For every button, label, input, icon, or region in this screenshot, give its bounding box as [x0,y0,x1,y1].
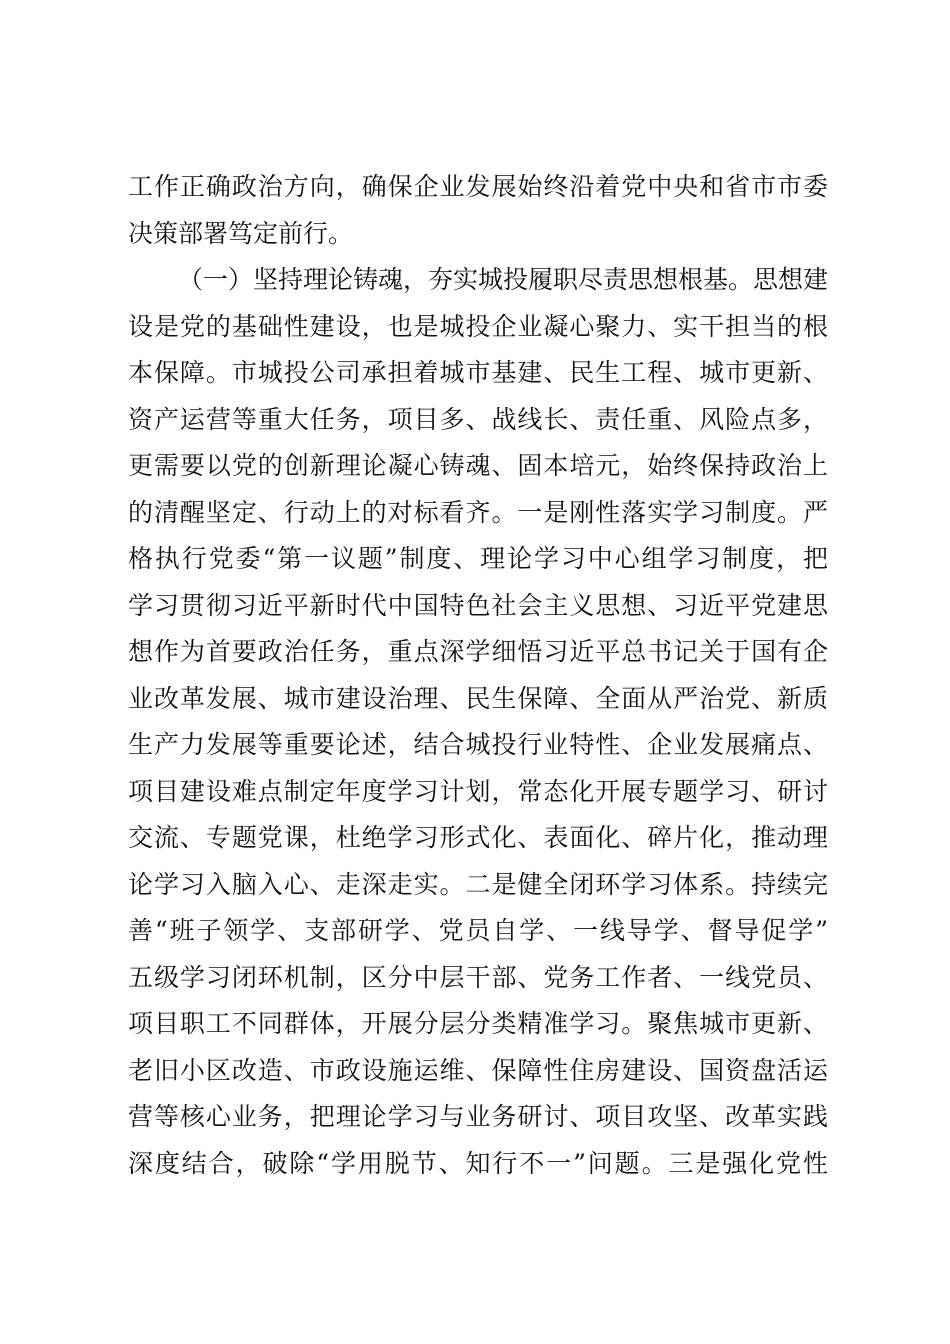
text-line: 营等核心业务，把理论学习与业务研讨、项目攻坚、改革实践 [128,1102,828,1131]
text-line: 交流、专题党课，杜绝学习形式化、表面化、碎片化，推动理 [128,823,828,852]
text-line: 设是党的基础性建设，也是城投企业凝心聚力、实干担当的根 [128,311,828,341]
text-line: 的清醒坚定、行动上的对标看齐。一是刚性落实学习制度。严 [128,497,828,527]
text-line: 论学习入脑入心、走深走实。二是健全闭环学习体系。持续完 [128,869,828,899]
paragraph-section-1 [128,257,828,1187]
text-line: 更需要以党的创新理论凝心铸魂、固本培元，始终保持政治上 [128,451,828,480]
text-line: 决策部署笃定前行。 [128,218,354,248]
section-heading-line: （一）坚持理论铸魂，夯实城投履职尽责思想根基。思想建 [178,265,829,294]
text-line: 工作正确政治方向，确保企业发展始终沿着党中央和省市市委 [128,172,828,201]
text-line: 想作为首要政治任务，重点深学细悟习近平总书记关于国有企 [128,637,828,666]
text-line: 资产运营等重大任务，项目多、战线长、责任重、风险点多， [128,404,828,434]
text-line: 学习贯彻习近平新时代中国特色社会主义思想、习近平党建思 [128,590,828,620]
text-line: 格执行党委“第一议题”制度、理论学习中心组学习制度，把 [128,544,828,573]
text-line: 项目职工不同群体，开展分层分类精准学习。聚焦城市更新、 [128,1009,828,1038]
text-line: 业改革发展、城市建设治理、民生保障、全面从严治党、新质 [128,683,828,713]
text-line: 老旧小区改造、市政设施运维、保障性住房建设、国资盘活运 [128,1055,828,1085]
text-line: 本保障。市城投公司承担着城市基建、民生工程、城市更新、 [128,358,828,387]
text-line: 五级学习闭环机制，区分中层干部、党务工作者、一线党员、 [128,962,828,992]
text-line: 善“班子领学、支部研学、党员自学、一线导学、督导促学” [128,916,828,945]
paragraph-continued [128,164,828,257]
text-line: 生产力发展等重要论述，结合城投行业特性、企业发展痛点、 [128,730,828,759]
text-line: 项目建设难点制定年度学习计划，常态化开展专题学习、研讨 [128,776,828,806]
document-body [128,164,828,1187]
text-line: 深度结合，破除“学用脱节、知行不一”问题。三是强化党性 [128,1148,828,1178]
